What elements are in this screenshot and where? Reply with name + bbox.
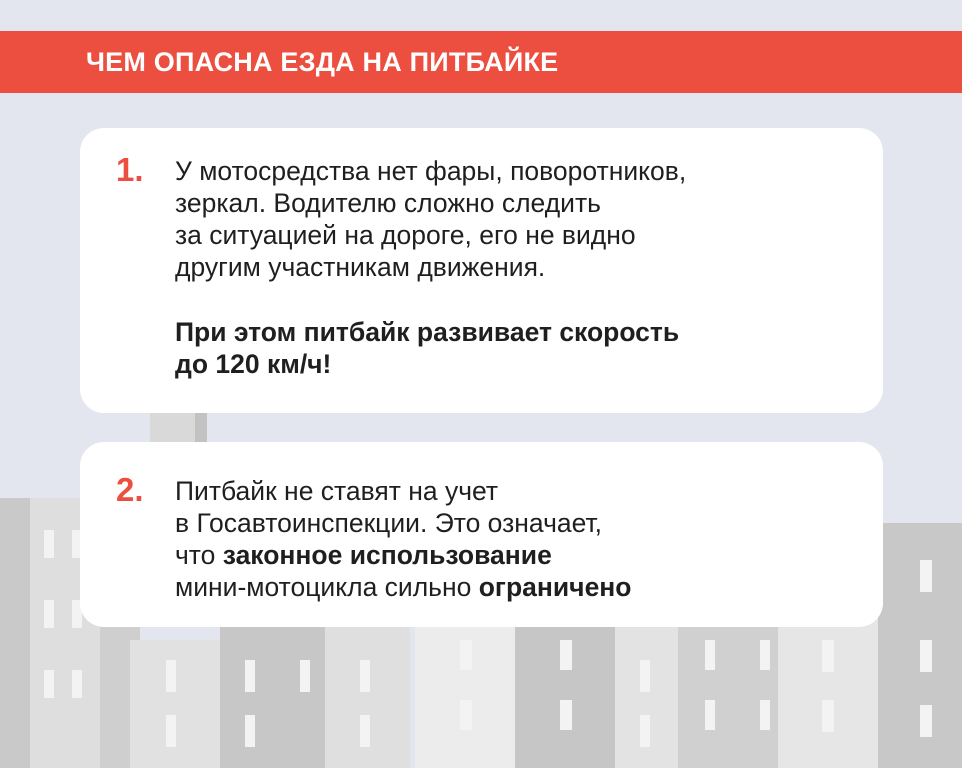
page-title: ЧЕМ ОПАСНА ЕЗДА НА ПИТБАЙКЕ xyxy=(86,47,559,77)
text-line: за ситуацией на дороге, его не видно xyxy=(175,220,636,250)
text-line: Питбайк не ставят на учет xyxy=(175,476,499,506)
text-line: зеркал. Водителю сложно следить xyxy=(175,188,601,218)
card-number: 2. xyxy=(116,471,144,508)
text-line: в Госавтоинспекции. Это означает, xyxy=(175,508,603,538)
text-line: У мотосредства нет фары, поворотников, xyxy=(175,156,687,186)
text-line: другим участникам движения. xyxy=(175,252,546,282)
emphasis-line: При этом питбайк развивает скорость xyxy=(175,317,680,347)
building xyxy=(130,640,220,768)
card-description xyxy=(175,155,853,283)
bold-phrase: ограничено xyxy=(478,572,632,602)
header-banner xyxy=(0,31,962,93)
card-emphasis xyxy=(175,316,853,380)
card-number: 1. xyxy=(116,151,144,188)
info-card-2 xyxy=(80,442,883,627)
text-segment: мини-мотоцикла сильно xyxy=(175,572,479,602)
info-card-1 xyxy=(80,128,883,413)
text-line xyxy=(175,571,853,603)
emphasis-line: до 120 км/ч! xyxy=(175,349,332,379)
building xyxy=(0,498,32,768)
bold-phrase: законное использование xyxy=(222,540,552,570)
card-description xyxy=(175,475,853,603)
building xyxy=(220,625,330,768)
text-line xyxy=(175,539,853,571)
text-segment: что xyxy=(175,540,223,570)
